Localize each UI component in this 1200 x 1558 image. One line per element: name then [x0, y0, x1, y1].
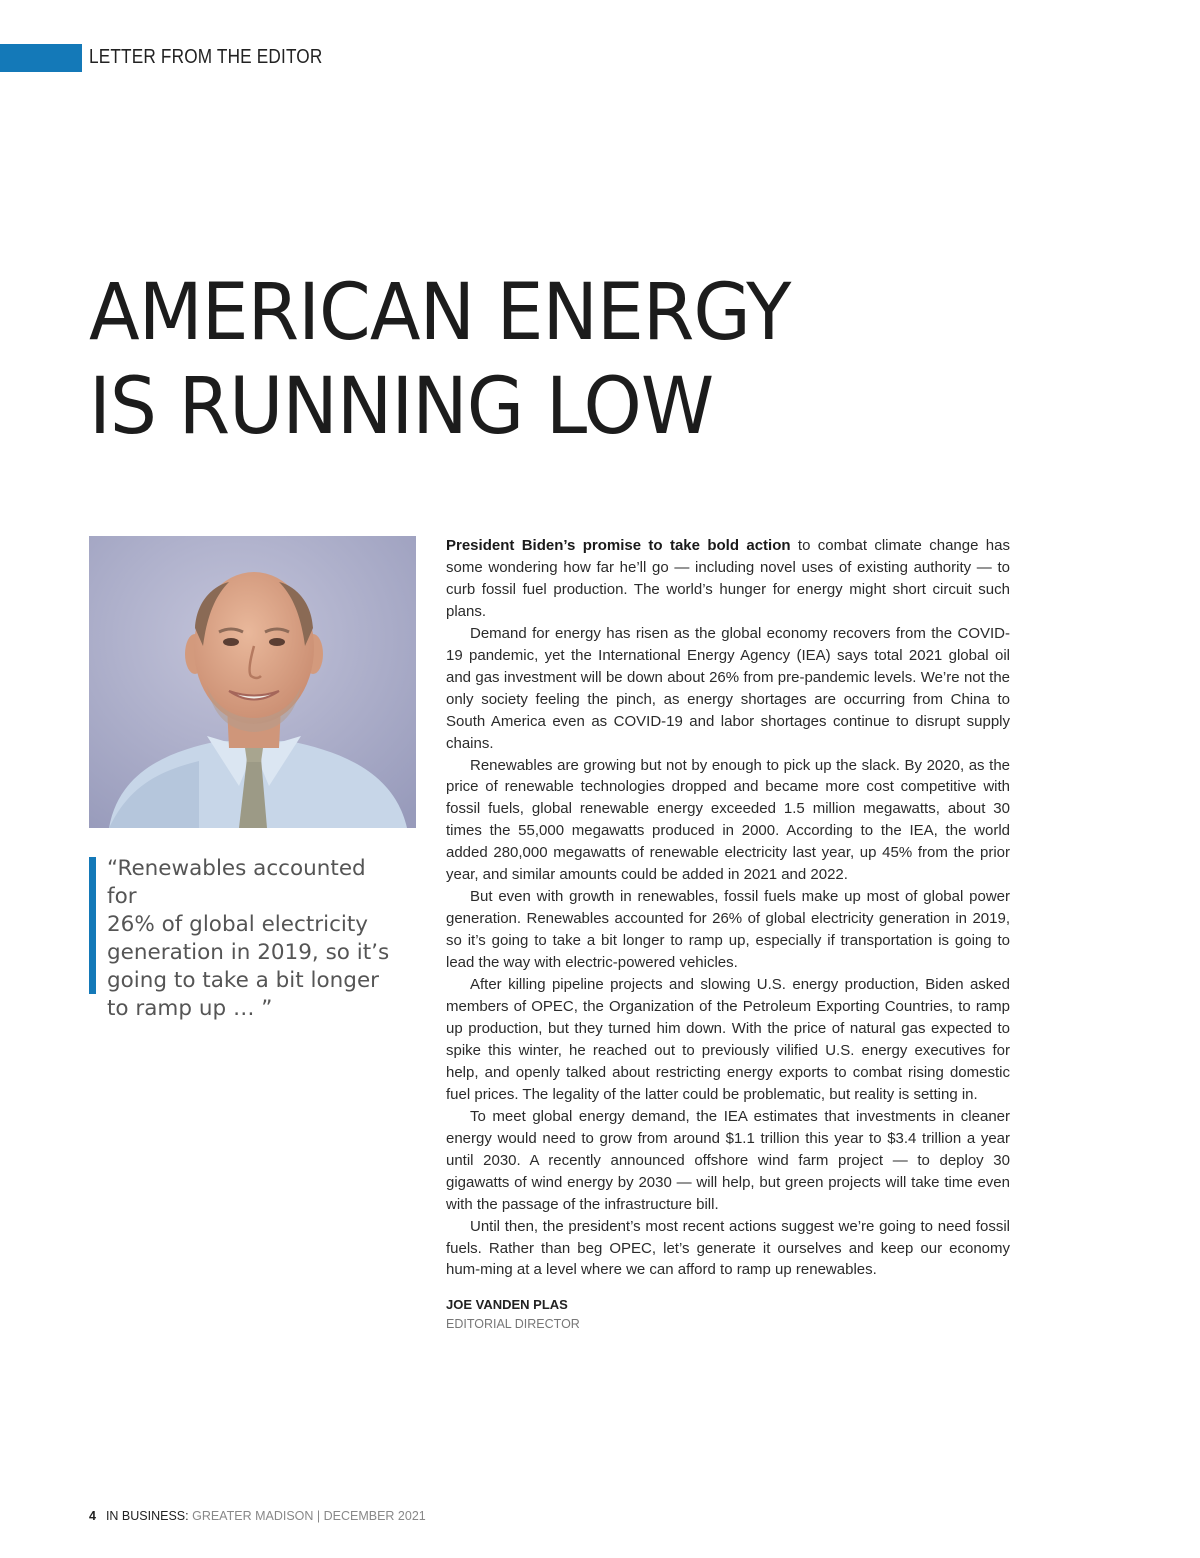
headline	[89, 266, 1089, 454]
edition-info: GREATER MADISON | DECEMBER 2021	[188, 1509, 426, 1523]
editor-portrait-illustration	[89, 536, 416, 828]
article-paragraph-1	[446, 535, 1010, 623]
article-paragraph-2: Demand for energy has risen as the global economy recovers from the COVID-19 pandemic, yet the International Energy Agency (IEA) says total 2021 global oil and gas investment will be down about 26% from pre-pandemic levels. We’re not the only society feeling the pinch, as energy shortages are occurring from China to South America even as COVID-19 and labor shortages continue to disrupt supply chains.	[446, 624, 1010, 752]
author-title: EDITORIAL DIRECTOR	[446, 1317, 580, 1332]
pull-quote-text: “Renewables accounted for 26% of global electricity generation in 2019, so it’s going to take a bit longer to ramp up … ”	[107, 856, 390, 1021]
publication-name: IN BUSINESS:	[105, 1509, 189, 1523]
article-paragraph-1-text: to combat climate change has some wondering how far he’ll go — including novel uses of existing authority — to curb fossil fuel production. The world’s hunger for energy might short circuit such plans.	[446, 537, 1010, 620]
article-body	[446, 535, 1010, 1333]
byline	[446, 1295, 1010, 1333]
headline-line-2: IS RUNNING LOW	[89, 362, 714, 452]
article-paragraph-6: To meet global energy demand, the IEA estimates that investments in cleaner energy would need to grow from around $1.1 trillion this year to $3.4 trillion a year until 2030. A recently announced offshore wind farm project — to deploy 30 gigawatts of wind energy by 2030 — will help, but green projects will take time even with the passage of the infrastructure bill.	[446, 1107, 1010, 1213]
page-number: 4	[89, 1509, 96, 1523]
article-paragraph-7: Until then, the president’s most recent actions suggest we’re going to need fossil fuels. Rather than beg OPEC, let’s generate it ourselves and keep our economy hum-ming at a level where we can afford to ramp up renewables.	[446, 1217, 1010, 1279]
headline-line-1: AMERICAN ENERGY	[89, 268, 791, 358]
article-paragraph-3: Renewables are growing but not by enough to pick up the slack. By 2020, as the price of renewable technologies dropped and became more cost competitive with fossil fuels, global renewable energy exceeded 1.5 million megawatts, about 30 times the 55,000 megawatts produced in 2000. According to the IEA, the world added 280,000 megawatts of renewable electricity last year, up 45% from the prior year, and similar amounts could be added in 2021 and 2022.	[446, 756, 1010, 884]
page-footer	[89, 1509, 426, 1523]
article-paragraph-4: But even with growth in renewables, fossil fuels make up most of global power generation. Renewables accounted for 26% of global electricity generation in 2019, so it’s going to take a bit longer to ramp up, especially if transportation is going to lead the way with electric-powered vehicles.	[446, 888, 1010, 972]
editor-photo	[89, 536, 416, 828]
pull-quote-accent-bar	[89, 857, 96, 994]
section-label: LETTER FROM THE EDITOR	[89, 46, 323, 68]
author-name: JOE VANDEN PLAS	[446, 1297, 568, 1313]
section-accent-bar	[0, 44, 82, 72]
article-paragraph-5: After killing pipeline projects and slowing U.S. energy production, Biden asked members of OPEC, the Organization of the Petroleum Exporting Countries, to ramp up production, but they turned him down. With the price of natural gas expected to spike this winter, he reached out to previously vilified U.S. energy executives for help, and openly talked about restricting energy exports to combat rising domestic fuel prices. The legality of the latter could be problematic, but reality is setting in.	[446, 976, 1010, 1103]
article-lead-in: President Biden’s promise to take bold action	[446, 537, 791, 554]
